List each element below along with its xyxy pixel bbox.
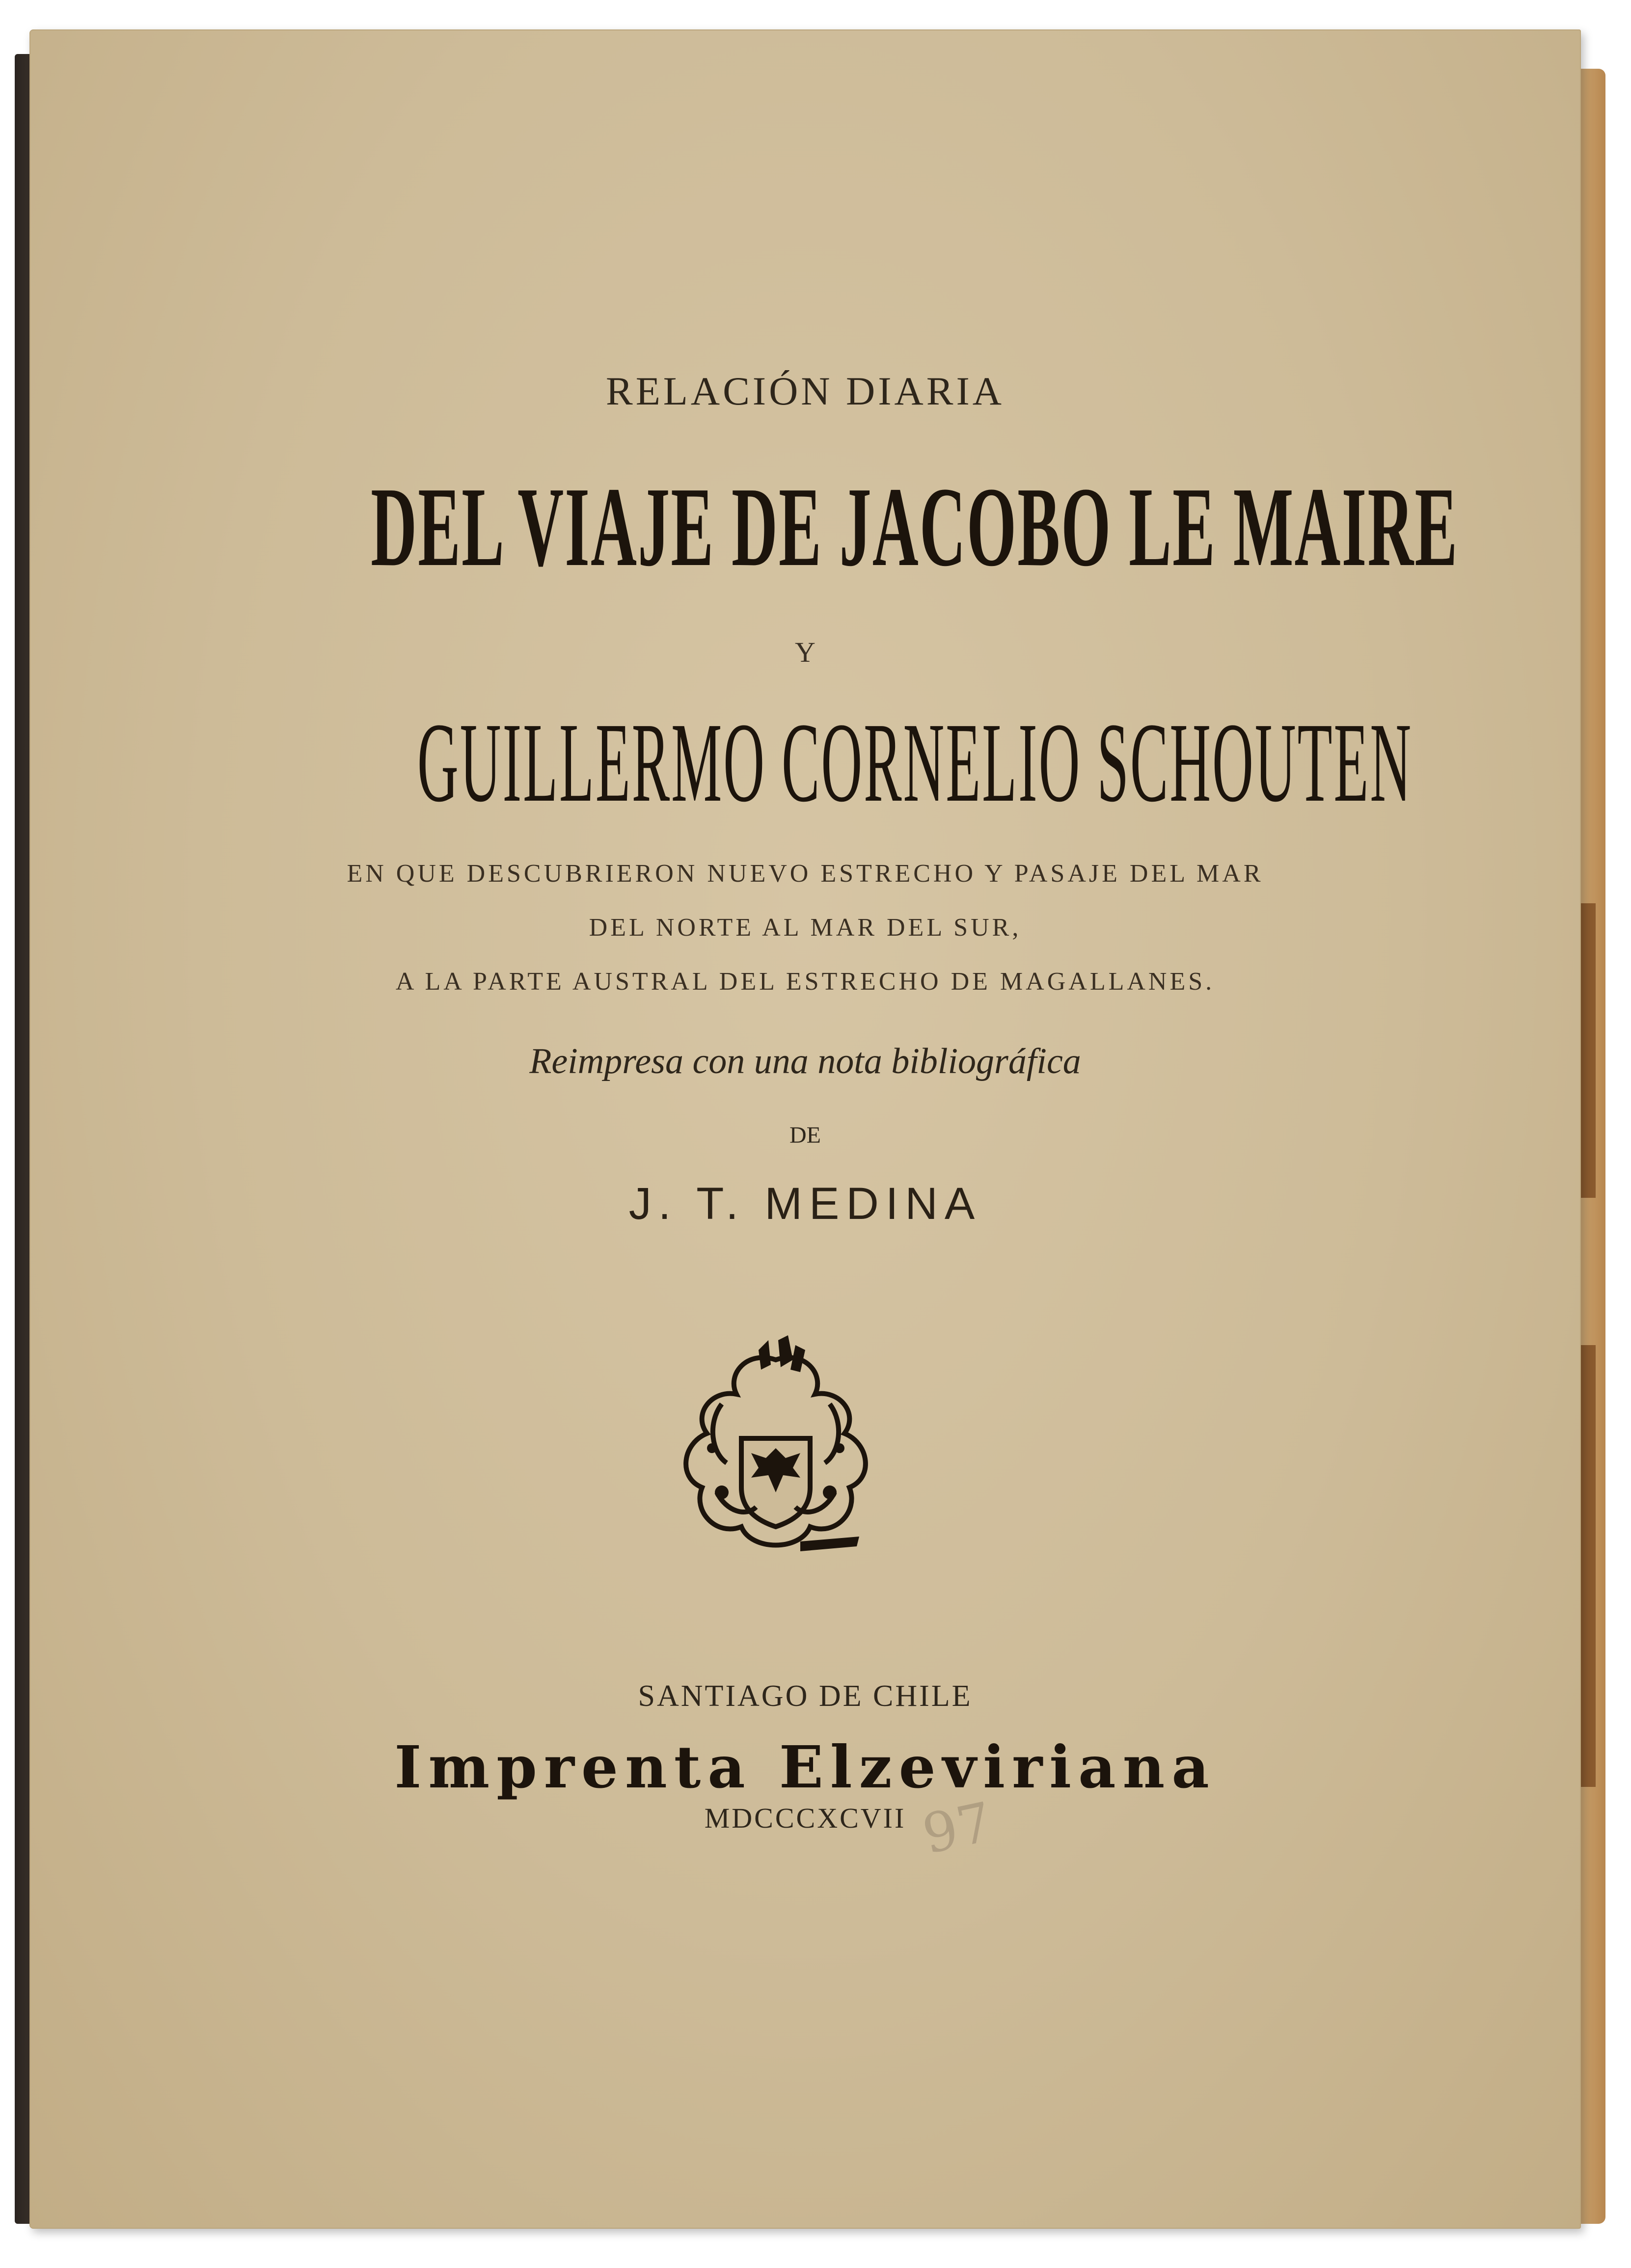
author-name: J. T. MEDINA (628, 1179, 982, 1229)
subtitle-line-2: DEL NORTE AL MAR DEL SUR, (589, 914, 1022, 942)
imprint-year: MDCCCXCVII (704, 1802, 906, 1834)
title-line-2: DEL VIAJE DE JACOBO LE MAIRE (371, 464, 1459, 590)
subtitle-line-1: EN QUE DESCUBRIERON NUEVO ESTRECHO Y PASAJE DEL MAR (347, 860, 1264, 888)
reprint-note: Reimpresa con una nota bibliográfica (529, 1041, 1081, 1081)
title-page (29, 29, 1581, 2229)
pencil-annotation: 97 (917, 1790, 998, 1866)
byline-de: DE (789, 1122, 821, 1148)
title-conjunction: Y (795, 636, 816, 668)
imprint-press: Imprenta Elzeviriana (394, 1733, 1216, 1801)
subtitle-line-3: A LA PARTE AUSTRAL DEL ESTRECHO DE MAGALLANES. (395, 968, 1215, 996)
title-line-3: GUILLERMO CORNELIO SCHOUTEN (417, 700, 1413, 826)
imprint-city: SANTIAGO DE CHILE (638, 1679, 973, 1713)
title-line-1: RELACIÓN DIARIA (606, 369, 1005, 413)
heraldic-eagle-shield-icon (653, 1330, 898, 1576)
